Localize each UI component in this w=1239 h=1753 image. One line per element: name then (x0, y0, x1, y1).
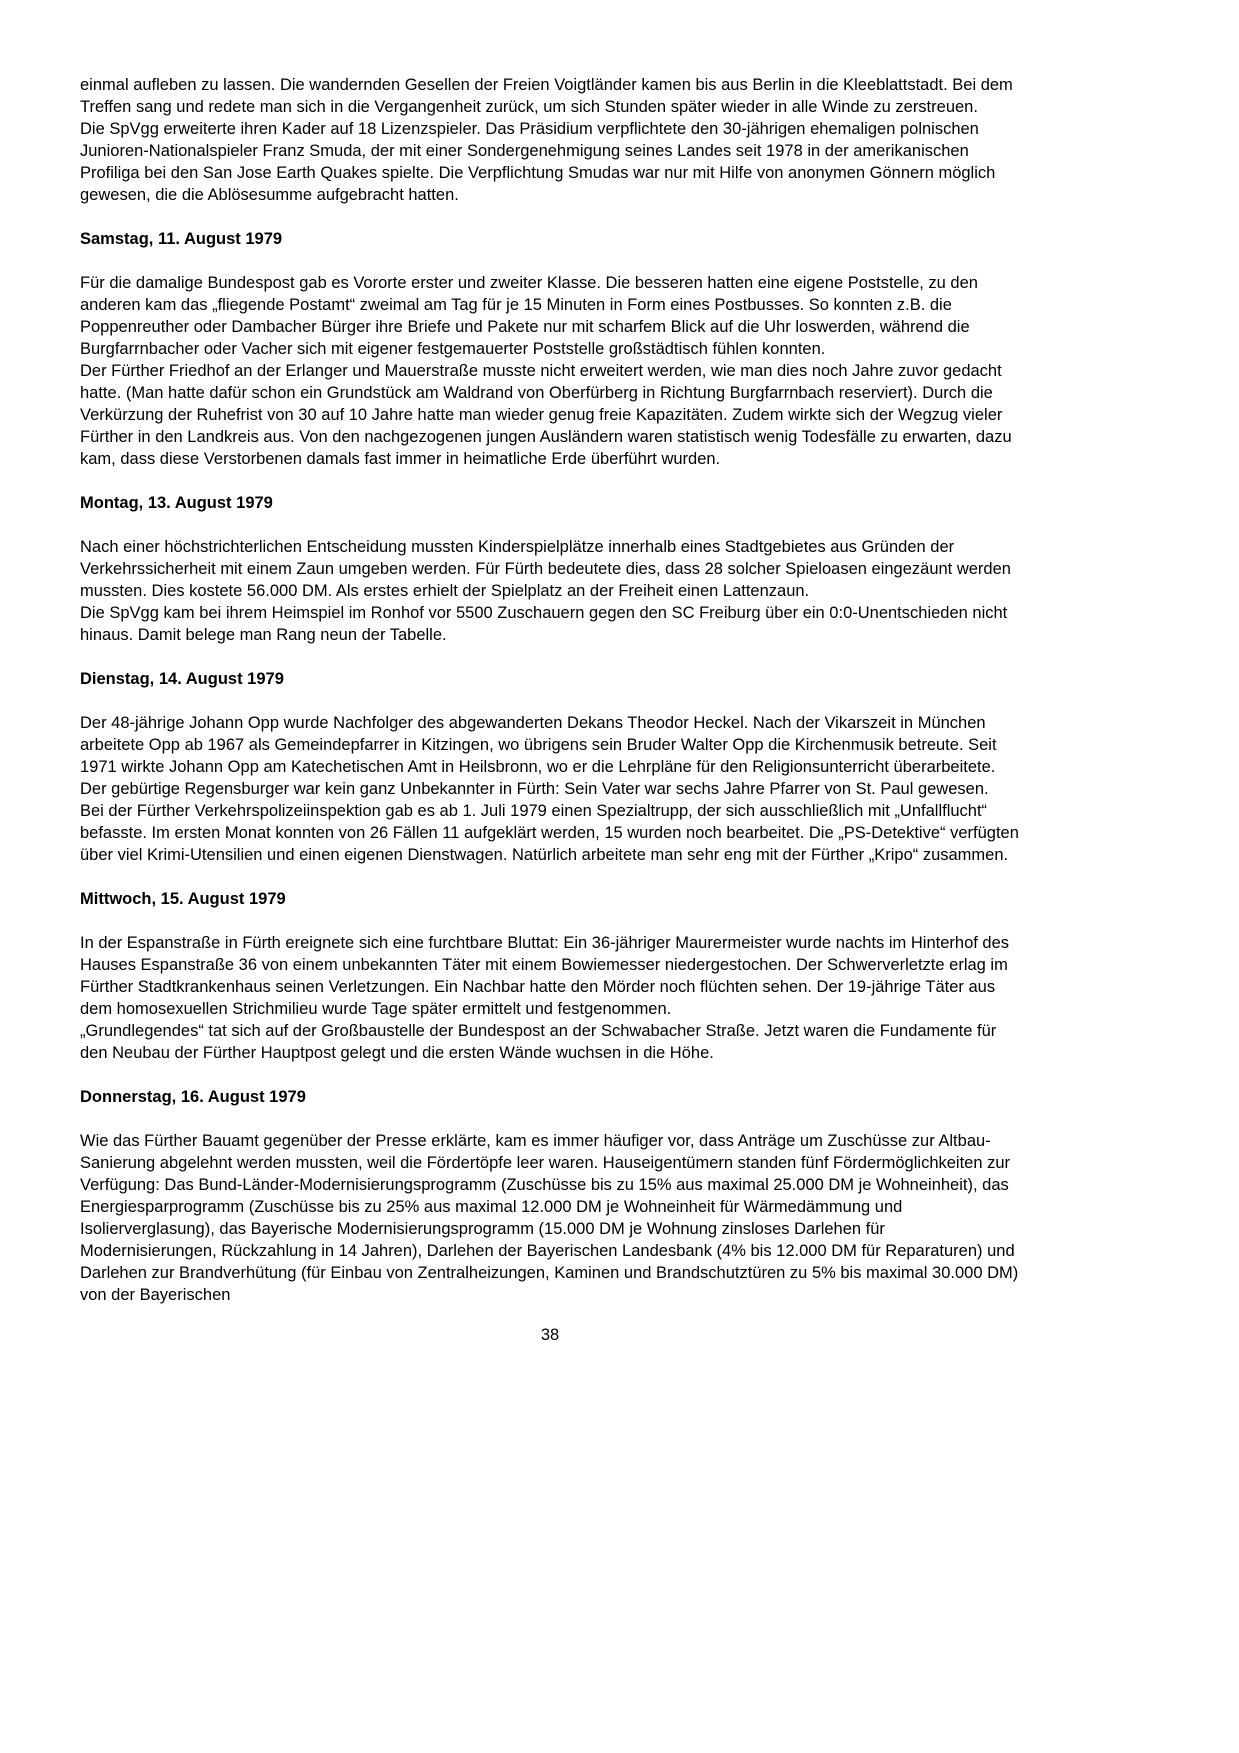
paragraph-verkehrspolizei: Bei der Fürther Verkehrspolizeiinspektion gab es ab 1. Juli 1979 einen Spezialtrupp, der sich ausschließlich mit „Unfallflucht“ befasste. Im ersten Monat konnten von 26 Fällen 11 aufgeklärt werden, 15 wurden noch bearbeitet. Die „PS-Detektive“ verfügten über viel Krimi-Utensilien und einen eigenen Dienstwagen. Natürlich arbeitete man sehr eng mit der Fürther „Kripo“ zusammen. (80, 802, 1019, 864)
section-heading-donnerstag-16-august: Donnerstag, 16. August 1979 (80, 1088, 306, 1106)
paragraph-kinderspielplaetze: Nach einer höchstrichterlichen Entscheidung mussten Kinderspielplätze innerhalb eines Stadtgebietes aus Gründen der Verkehrssicherheit mit einem Zaun umgeben werden. Für Fürth bedeutete dies, dass 28 solcher Spieloasen eingezäunt werden mussten. Dies kostete 56.000 DM. Als erstes erhielt der Spielplatz an der Freiheit einen Lattenzaun. (80, 538, 1011, 600)
section-heading-dienstag-14-august: Dienstag, 14. August 1979 (80, 670, 284, 688)
section-heading-montag-13-august: Montag, 13. August 1979 (80, 494, 273, 512)
section-heading-samstag-11-august: Samstag, 11. August 1979 (80, 230, 283, 248)
paragraph-espanstrasse-bluttat: In der Espanstraße in Fürth ereignete sich eine furchtbare Bluttat: Ein 36-jähriger Maurermeister wurde nachts im Hinterhof des Hauses Espanstraße 36 von einem unbekannten Täter mit einem Bowiemesser niedergestochen. Der Schwerverletzte erlag im Fürther Stadtkrankenhaus seinen Verletzungen. Ein Nachbar hatte den Mörder noch flüchten sehen. Der 19-jährige Täter aus dem homosexuellen Strichmilieu wurde Tage später ermittelt und festgenommen. (80, 934, 1010, 1018)
page-number: 38 (540, 1326, 560, 1344)
paragraph-bundespost-vororte: Für die damalige Bundespost gab es Vororte erster und zweiter Klasse. Die besseren hatten eine eigene Poststelle, zu den anderen kam das „fliegende Postamt“ zweimal am Tag für je 15 Minuten in Form eines Postbusses. So konnten z.B. die Poppenreuther oder Dambacher Bürger ihre Briefe und Pakete nur mit scharfem Blick auf die Uhr loswerden, während die Burgfarrnbacher oder Vacher sich mit eigener festgemauerter Poststelle großstädtisch fühlen konnten. (80, 274, 978, 358)
paragraph-spvgg-heimspiel: Die SpVgg kam bei ihrem Heimspiel im Ronhof vor 5500 Zuschauern gegen den SC Freiburg über ein 0:0-Unentschieden nicht hinaus. Damit belege man Rang neun der Tabelle. (80, 604, 1008, 644)
paragraph-spvgg-kader: Die SpVgg erweiterte ihren Kader auf 18 Lizenzspieler. Das Präsidium verpflichtete den 30-jährigen ehemaligen polnischen Junioren-Nationalspieler Franz Smuda, der mit einer Sondergenehmigung seines Landes seit 1978 in der amerikanischen Profiliga bei den San Jose Earth Quakes spielte. Die Verpflichtung Smudas war nur mit Hilfe von anonymen Gönnern möglich gewesen, die die Ablösesumme aufgebracht hatten. (80, 120, 996, 204)
paragraph-friedhof: Der Fürther Friedhof an der Erlanger und Mauerstraße musste nicht erweitert werden, wie man dies noch Jahre zuvor gedacht hatte. (Man hatte dafür schon ein Grundstück am Waldrand von Oberfürberg in Richtung Burgfarrnbach reserviert). Durch die Verkürzung der Ruhefrist von 30 auf 10 Jahre hatte man wieder genug freie Kapazitäten. Zudem wirkte sich der Wegzug vieler Fürther in den Landkreis aus. Von den nachgezogenen jungen Ausländern waren statistisch wenig Todesfälle zu erwarten, dazu kam, dass diese Verstorbenen damals fast immer in heimatliche Erde überführt wurden. (80, 362, 1012, 468)
paragraph-continuation: einmal aufleben zu lassen. Die wandernden Gesellen der Freien Voigtländer kamen bis aus Berlin in die Kleeblattstadt. Bei dem Treffen sang und redete man sich in die Vergangenheit zurück, um sich Stunden später wieder in alle Winde zu zerstreuen. (80, 76, 1013, 116)
paragraph-grossbaustelle-bundespost: „Grundlegendes“ tat sich auf der Großbaustelle der Bundespost an der Schwabacher Straße. Jetzt waren die Fundamente für den Neubau der Fürther Hauptpost gelegt und die ersten Wände wuchsen in die Höhe. (80, 1022, 997, 1062)
section-heading-mittwoch-15-august: Mittwoch, 15. August 1979 (80, 890, 286, 908)
document-content (80, 74, 1020, 1306)
paragraph-bauamt-zuschuesse: Wie das Fürther Bauamt gegenüber der Presse erklärte, kam es immer häufiger vor, dass Anträge um Zuschüsse zur Altbau-Sanierung abgelehnt werden mussten, weil die Fördertöpfe leer waren. Hauseigentümern standen fünf Fördermöglichkeiten zur Verfügung: Das Bund-Länder-Modernisierungsprogramm (Zuschüsse bis zu 15% aus maximal 25.000 DM je Wohneinheit), das Energiesparprogramm (Zuschüsse bis zu 25% aus maximal 12.000 DM je Wohneinheit für Wärmedämmung und Isolierverglasung), das Bayerische Modernisierungsprogramm (15.000 DM je Wohnung zinsloses Darlehen für Modernisierungen, Rückzahlung in 14 Jahren), Darlehen der Bayerischen Landesbank (4% bis 12.000 DM für Reparaturen) und Darlehen zur Brandverhütung (für Einbau von Zentralheizungen, Kaminen und Brandschutztüren zu 5% bis maximal 30.000 DM) von der Bayerischen (80, 1132, 1019, 1304)
paragraph-johann-opp: Der 48-jährige Johann Opp wurde Nachfolger des abgewanderten Dekans Theodor Heckel. Nach der Vikarszeit in München arbeitete Opp ab 1967 als Gemeindepfarrer in Kitzingen, wo übrigens sein Bruder Walter Opp die Kirchenmusik betreute. Seit 1971 wirkte Johann Opp am Katechetischen Amt in Heilsbronn, wo er die Lehrpläne für den Religionsunterricht überarbeitete. Der gebürtige Regensburger war kein ganz Unbekannter in Fürth: Sein Vater war sechs Jahre Pfarrer von St. Paul gewesen. (80, 714, 997, 798)
